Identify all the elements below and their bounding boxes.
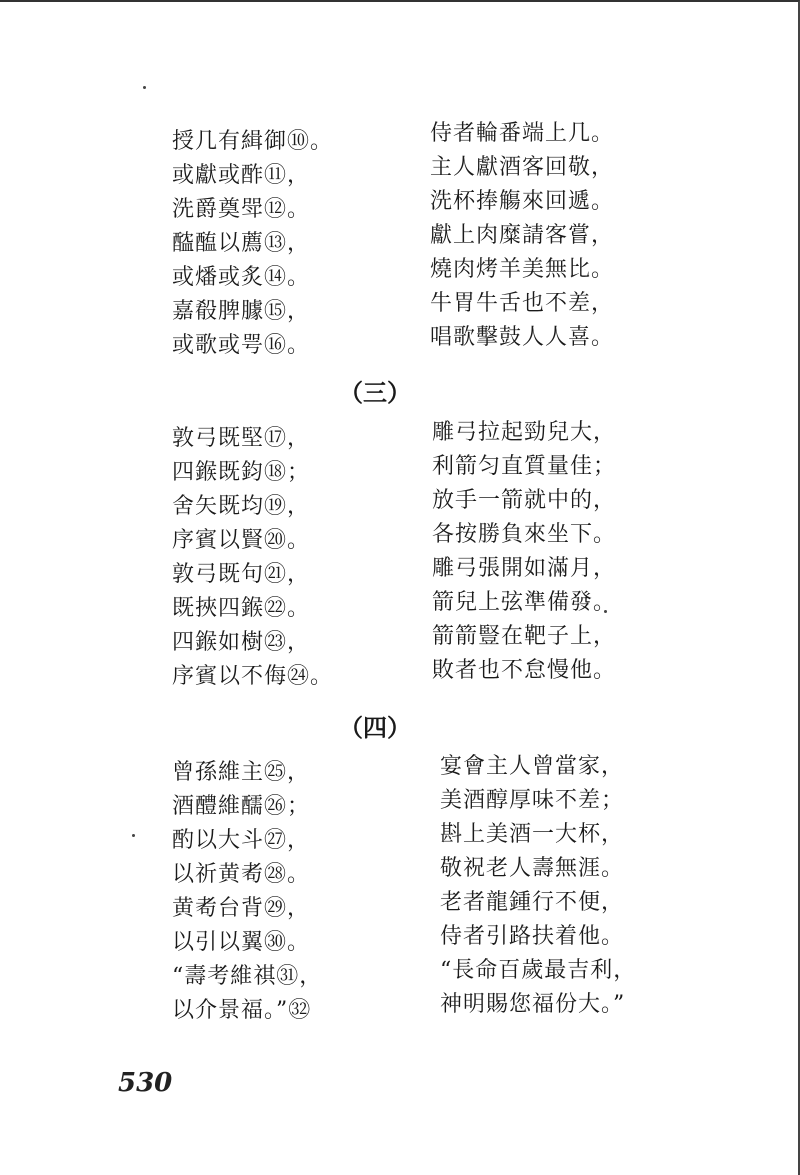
translation-line: 美酒醇厚味不差； xyxy=(440,788,625,813)
translation-line: 敗者也不怠慢他。 xyxy=(432,658,617,683)
translation-line: 雕弓張開如滿月， xyxy=(432,556,617,581)
translation-line: 箭兒上弦準備發。 xyxy=(432,590,617,615)
block-1-translation-column xyxy=(430,117,614,355)
translation-line: 侍者引路扶着他。 xyxy=(440,924,625,949)
poem-line: 酌以大斗㉗， xyxy=(172,828,311,853)
poem-line: 黄耇台背㉙， xyxy=(172,896,311,921)
poem-line: 醓醢以薦⑬， xyxy=(172,231,311,256)
page-number: 530 xyxy=(118,1068,173,1098)
block-2-original-column xyxy=(172,422,333,694)
speck-mark xyxy=(132,834,135,837)
translation-line: 侍者輪番端上几。 xyxy=(430,121,615,146)
speck-mark xyxy=(143,86,146,89)
poem-line: 舍矢既均⑲， xyxy=(172,494,311,519)
translation-line: 斟上美酒一大杯， xyxy=(440,822,625,847)
poem-line: 或歌或咢⑯。 xyxy=(172,333,311,358)
poem-line: 敦弓既句㉑， xyxy=(172,562,311,587)
translation-line: 燒肉烤羊美無比。 xyxy=(430,257,615,282)
section-heading-4: （四） xyxy=(339,713,411,742)
translation-line: 敬祝老人壽無涯。 xyxy=(440,856,625,881)
poem-line: 以祈黄耇㉘。 xyxy=(172,862,311,887)
poem-line: 序賓以賢⑳。 xyxy=(172,528,311,553)
translation-line: 箭箭豎在靶子上， xyxy=(432,624,617,649)
poem-line: 或燔或炙⑭。 xyxy=(172,265,311,290)
poem-line: 酒醴維醹㉖； xyxy=(172,794,311,819)
poem-line: 序賓以不侮㉔。 xyxy=(172,664,334,689)
section-heading-3: （三） xyxy=(339,378,411,407)
translation-line: 放手一箭就中的， xyxy=(432,488,617,513)
poem-line: 既挾四鍭㉒。 xyxy=(172,596,311,621)
poem-line: 四鍭既鈞⑱； xyxy=(172,460,311,485)
translation-line: 宴會主人曾當家， xyxy=(440,754,625,779)
poem-line: 洗爵奠斝⑫。 xyxy=(172,197,311,222)
poem-line: 以引以翼㉚。 xyxy=(172,930,311,955)
block-3-original-column xyxy=(172,756,322,1028)
translation-line: “長命百歲最吉利， xyxy=(440,958,637,983)
translation-line: 老者龍鍾行不便， xyxy=(440,890,625,915)
translation-line: 牛胃牛舌也不差， xyxy=(430,291,615,316)
block-3-translation-column xyxy=(440,750,636,1022)
poem-line: 曾孫維主㉕， xyxy=(172,760,311,785)
poem-line: 敦弓既堅⑰， xyxy=(172,426,311,451)
block-1-original-column xyxy=(172,125,333,363)
poem-line: 四鍭如樹㉓， xyxy=(172,630,311,655)
poem-line: 授几有緝御⑩。 xyxy=(172,129,334,154)
translation-line: 雕弓拉起勁兒大， xyxy=(432,420,617,445)
translation-line: 各按勝負來坐下。 xyxy=(432,522,617,547)
translation-line: 利箭匀直質量佳； xyxy=(432,454,617,479)
translation-line: 唱歌擊鼓人人喜。 xyxy=(430,325,615,350)
poem-line: “壽考維祺㉛， xyxy=(172,964,323,989)
poem-line: 或獻或酢⑪， xyxy=(172,163,311,188)
translation-line: 主人獻酒客回敬， xyxy=(430,155,615,180)
block-2-translation-column xyxy=(432,416,616,688)
poem-line: 嘉殽脾臄⑮， xyxy=(172,299,311,324)
translation-line: 洗杯捧觴來回遞。 xyxy=(430,189,615,214)
translation-line: 獻上肉糜請客嘗， xyxy=(430,223,615,248)
poem-line: 以介景福。”㉜ xyxy=(172,998,312,1023)
translation-line: 神明賜您福份大。” xyxy=(440,992,626,1017)
